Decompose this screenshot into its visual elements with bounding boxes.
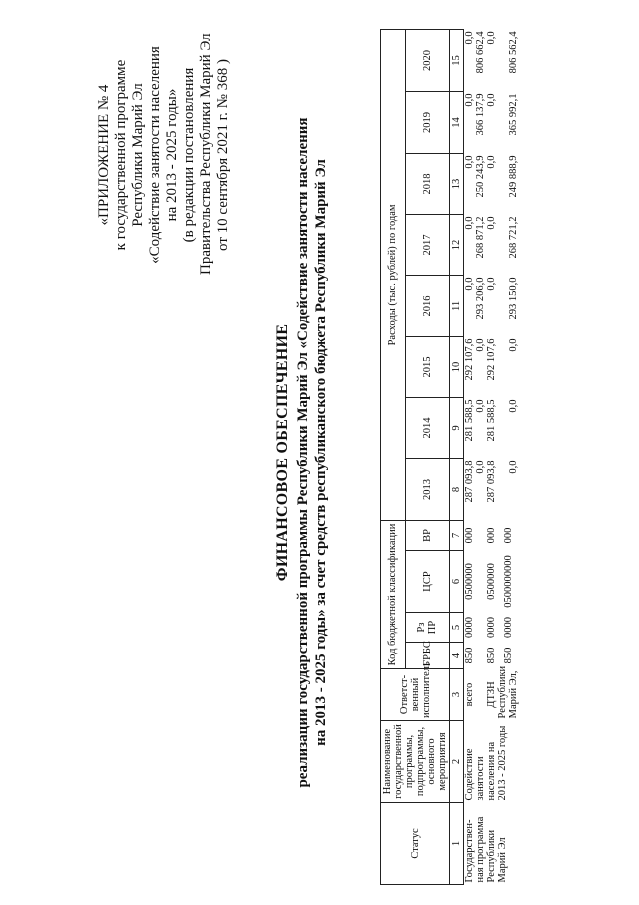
grbs-cell: 850 <box>502 647 514 664</box>
header-csr: ЦСР <box>405 551 449 613</box>
header-expenses: Расходы (тыс. рублей) по годам <box>381 29 406 520</box>
value-cell: 0,0 <box>508 460 519 474</box>
appendix-line: на 2013 - 2025 годы» <box>164 88 180 222</box>
column-number: 9 <box>450 397 464 458</box>
document-title: ФИНАНСОВОЕ ОБЕСПЕЧЕНИЕ <box>274 323 291 582</box>
header-year: 2017 <box>405 214 449 275</box>
header-year: 2020 <box>405 29 449 91</box>
header-year: 2015 <box>405 336 449 397</box>
responsible-cell: Республики Марий Эл, <box>497 665 519 719</box>
column-number: 3 <box>450 669 464 721</box>
value-cell: 268 871,2 <box>475 216 486 259</box>
header-year: 2014 <box>405 397 449 458</box>
value-cell: 292 107,6 <box>464 338 475 381</box>
appendix-block <box>96 35 232 275</box>
value-cell: 0,0 <box>486 155 497 169</box>
csr-cell: 0500000 <box>486 563 497 600</box>
rzpr-cell: 0000 <box>486 617 497 638</box>
appendix-line: к государственной программе <box>113 59 129 251</box>
responsible-cell <box>475 669 486 721</box>
column-number: 14 <box>450 91 464 153</box>
vr-cell: 000 <box>502 527 514 544</box>
value-cell: 0,0 <box>464 31 475 45</box>
grbs-cell: 850 <box>464 647 475 664</box>
value-cell: 0,0 <box>464 93 475 107</box>
column-number: 10 <box>450 336 464 397</box>
column-number: 12 <box>450 214 464 275</box>
column-number: 8 <box>450 458 464 520</box>
value-cell: 293 150,0 <box>508 277 519 320</box>
column-number: 5 <box>450 613 464 643</box>
document-subtitle-line2: на 2013 - 2025 годы» за счет средств республиканского бюджета Республики Марий Эл <box>313 159 329 746</box>
value-cell: 250 243,9 <box>475 155 486 198</box>
value-cell: 287 093,8 <box>486 460 497 503</box>
rzpr-cell <box>475 613 486 643</box>
document-subtitle-line1: реализации государственной программы Республики Марий Эл «Содействие занятости населения <box>295 117 311 788</box>
appendix-line: (в редакции постановления <box>181 67 197 243</box>
value-cell: 0,0 <box>486 277 497 291</box>
value-cell: 0,0 <box>508 399 519 413</box>
column-number-row <box>450 29 464 884</box>
vr-cell: 000 <box>486 527 497 544</box>
value-cell: 365 992,1 <box>508 93 519 136</box>
appendix-line: от 10 сентября 2021 г. № 368 ) <box>215 59 231 251</box>
value-cell: 249 888,9 <box>508 155 519 198</box>
document-heading <box>272 0 330 905</box>
vr-cell: 000 <box>464 527 475 544</box>
grbs-cell: 850 <box>486 647 497 664</box>
appendix-line: Республики Марий Эл <box>130 83 146 227</box>
value-cell: 0,0 <box>486 216 497 230</box>
column-number: 11 <box>450 275 464 336</box>
value-cell: 0,0 <box>475 399 486 413</box>
table-row <box>464 29 476 884</box>
responsible-cell: всего <box>464 682 475 707</box>
appendix-line: «Содействие занятости населения <box>147 46 163 264</box>
value-cell: 281 588,5 <box>464 399 475 442</box>
header-name: Наименование государственной программы, подпрограммы, основного мероприятия <box>381 721 450 803</box>
csr-cell <box>475 551 486 613</box>
csr-cell: 0500000 <box>464 563 475 600</box>
value-cell: 366 137,9 <box>475 93 486 136</box>
value-cell: 806 662,4 <box>475 31 486 74</box>
header-year: 2016 <box>405 275 449 336</box>
header-vr: ВР <box>405 520 449 550</box>
column-number: 15 <box>450 29 464 91</box>
value-cell: 0,0 <box>464 216 475 230</box>
financing-table <box>380 29 519 885</box>
column-number: 6 <box>450 551 464 613</box>
column-number: 1 <box>450 803 464 885</box>
header-year: 2019 <box>405 91 449 153</box>
header-year: 2018 <box>405 153 449 214</box>
grbs-cell <box>475 643 486 669</box>
header-status: Статус <box>381 803 450 885</box>
status-cell: Государствен-ная программа Республики Марий Эл <box>464 816 508 883</box>
rzpr-cell: 0000 <box>464 617 475 638</box>
value-cell: 0,0 <box>486 31 497 45</box>
value-cell: 0,0 <box>475 338 486 352</box>
value-cell: 292 107,6 <box>486 338 497 381</box>
value-cell: 0,0 <box>464 277 475 291</box>
value-cell: 268 721,2 <box>508 216 519 259</box>
header-year: 2013 <box>405 458 449 520</box>
header-responsible: Ответст-венный исполнитель <box>381 669 450 721</box>
value-cell: 0,0 <box>464 155 475 169</box>
program-name-cell: Содействие занятости населения на 2013 - 2025 годы <box>464 725 508 801</box>
value-cell: 0,0 <box>486 93 497 107</box>
rzpr-cell: 0000 <box>502 617 514 638</box>
column-number: 13 <box>450 153 464 214</box>
value-cell: 0,0 <box>508 338 519 352</box>
csr-cell: 0500000000 <box>502 555 514 608</box>
header-budget-code: Код бюджетной классификации <box>381 520 406 668</box>
value-cell: 287 093,8 <box>464 460 475 503</box>
appendix-line: Правительства Республики Марий Эл <box>198 33 214 275</box>
column-number: 2 <box>450 721 464 803</box>
appendix-line: «ПРИЛОЖЕНИЕ № 4 <box>96 84 112 226</box>
responsible-cell: ДТЗН <box>486 681 497 708</box>
header-rzpr: Рз ПР <box>405 613 449 643</box>
value-cell: 0,0 <box>475 460 486 474</box>
value-cell: 293 206,0 <box>475 277 486 320</box>
header-grbs: ГРБС <box>405 643 449 669</box>
value-cell: 281 588,5 <box>486 399 497 442</box>
vr-cell <box>475 520 486 550</box>
column-number: 7 <box>450 520 464 550</box>
column-number: 4 <box>450 643 464 669</box>
value-cell: 806 562,4 <box>508 31 519 74</box>
